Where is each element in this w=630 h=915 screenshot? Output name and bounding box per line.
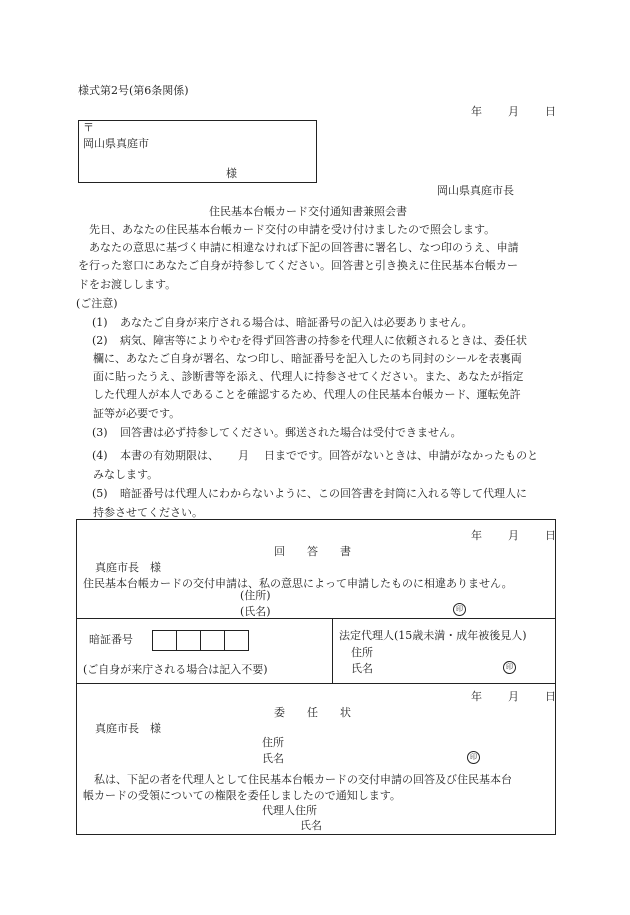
agent-name-label: 氏名	[300, 819, 322, 832]
proxy-heading: 委任状	[274, 706, 373, 719]
divider	[332, 618, 333, 683]
proxy-name-label: 氏名	[262, 752, 284, 765]
body-line: を行った窓口にあなたご自身が持参してください。回答書と引き換えに住民基本台帳カー	[78, 259, 518, 272]
date-year-label: 年	[471, 105, 482, 118]
note-text: 欄に、あなたご自身が署名、なつ印し、暗証番号を記入したのち同封のシールを表裏両	[93, 352, 522, 365]
note-text: みなします。	[93, 468, 159, 481]
issuer: 岡山県真庭市長	[437, 184, 514, 197]
note-text: 持参させてください。	[93, 506, 203, 519]
note-text: 月	[238, 449, 249, 462]
note-text: あなたご自身が来庁される場合は、暗証番号の記入は必要ありません。	[120, 316, 473, 329]
pin-digit-box[interactable]	[176, 630, 201, 651]
note-number: (2)	[92, 334, 108, 347]
proxy-statement: 私は、下記の者を代理人として住民基本台帳カードの交付申請の回答及び住民基本台	[94, 773, 512, 786]
addressee-honorific: 様	[226, 167, 237, 180]
postal-mark: 〒	[83, 121, 94, 134]
guardian-name-label: 氏名	[351, 662, 373, 675]
note-text: した代理人が本人であることを確認するため、代理人の住民基本台帳カード、運転免許	[93, 388, 521, 401]
body-line: ドをお渡しします。	[78, 278, 177, 291]
pin-digit-box[interactable]	[224, 630, 249, 651]
address-box	[78, 120, 317, 183]
reply-date-day: 日	[545, 529, 556, 542]
seal-mark-icon: 印	[503, 661, 516, 674]
pin-digit-box[interactable]	[152, 630, 177, 651]
pin-note: (ご自身が来庁される場合は記入不要)	[83, 663, 268, 676]
address-city: 岡山県真庭市	[83, 137, 149, 150]
seal-mark-icon: 印	[467, 751, 480, 764]
form-number: 様式第2号(第6条関係)	[78, 84, 189, 97]
reply-heading: 回答書	[274, 545, 373, 558]
divider	[76, 683, 555, 684]
note-text: 回答書は必ず持参してください。郵送された場合は受付できません。	[120, 426, 462, 439]
notes-heading: (ご注意)	[76, 297, 118, 310]
guardian-address-label: 住所	[351, 646, 373, 659]
reply-date-month: 月	[508, 529, 519, 542]
proxy-date-day: 日	[545, 690, 556, 703]
pin-label: 暗証番号	[89, 633, 133, 646]
proxy-statement: 帳カードの受領についての権限を委任しましたので通知します。	[83, 789, 401, 802]
note-number: (5)	[92, 487, 108, 500]
proxy-addressee: 真庭市長 様	[95, 722, 161, 735]
note-number: (4)	[92, 449, 108, 462]
reply-name-label: (氏名)	[240, 605, 271, 618]
note-text: 面に貼ったうえ、診断書等を添え、代理人に持参させてください。また、あなたが指定	[93, 370, 524, 383]
proxy-date-month: 月	[508, 690, 519, 703]
pin-digit-box[interactable]	[200, 630, 225, 651]
note-number: (1)	[92, 316, 108, 329]
note-number: (3)	[92, 426, 108, 439]
note-text: 日までです。回答がないときは、申請がなかったものと	[264, 449, 539, 462]
reply-date-year: 年	[471, 529, 482, 542]
body-line: あなたの意思に基づく申請に相違なければ下記の回答書に署名し、なつ印のうえ、申請	[89, 241, 519, 254]
agent-address-label: 代理人住所	[262, 804, 317, 817]
reply-statement: 住民基本台帳カードの交付申請は、私の意思によって申請したものに相違ありません。	[83, 577, 513, 590]
seal-mark-icon: 印	[453, 603, 466, 616]
note-text: 本書の有効期限は、	[120, 449, 219, 462]
date-month-label: 月	[508, 105, 519, 118]
guardian-label: 法定代理人(15歳未満・成年被後見人)	[339, 629, 527, 642]
note-text: 病気、障害等によりやむを得ず回答書の持参を代理人に依頼されるときは、委任状	[120, 334, 527, 347]
divider	[76, 618, 555, 619]
note-text: 証等が必要です。	[93, 407, 181, 420]
reply-address-label: (住所)	[240, 589, 271, 602]
reply-addressee: 真庭市長 様	[95, 561, 161, 574]
document-title: 住民基本台帳カード交付通知書兼照会書	[209, 205, 407, 218]
proxy-address-label: 住所	[262, 736, 284, 749]
proxy-date-year: 年	[471, 690, 482, 703]
body-line: 先日、あなたの住民基本台帳カード交付の申請を受け付けましたので照会します。	[89, 223, 496, 236]
note-text: 暗証番号は代理人にわからないように、この回答書を封筒に入れる等して代理人に	[120, 487, 527, 500]
date-day-label: 日	[545, 105, 556, 118]
